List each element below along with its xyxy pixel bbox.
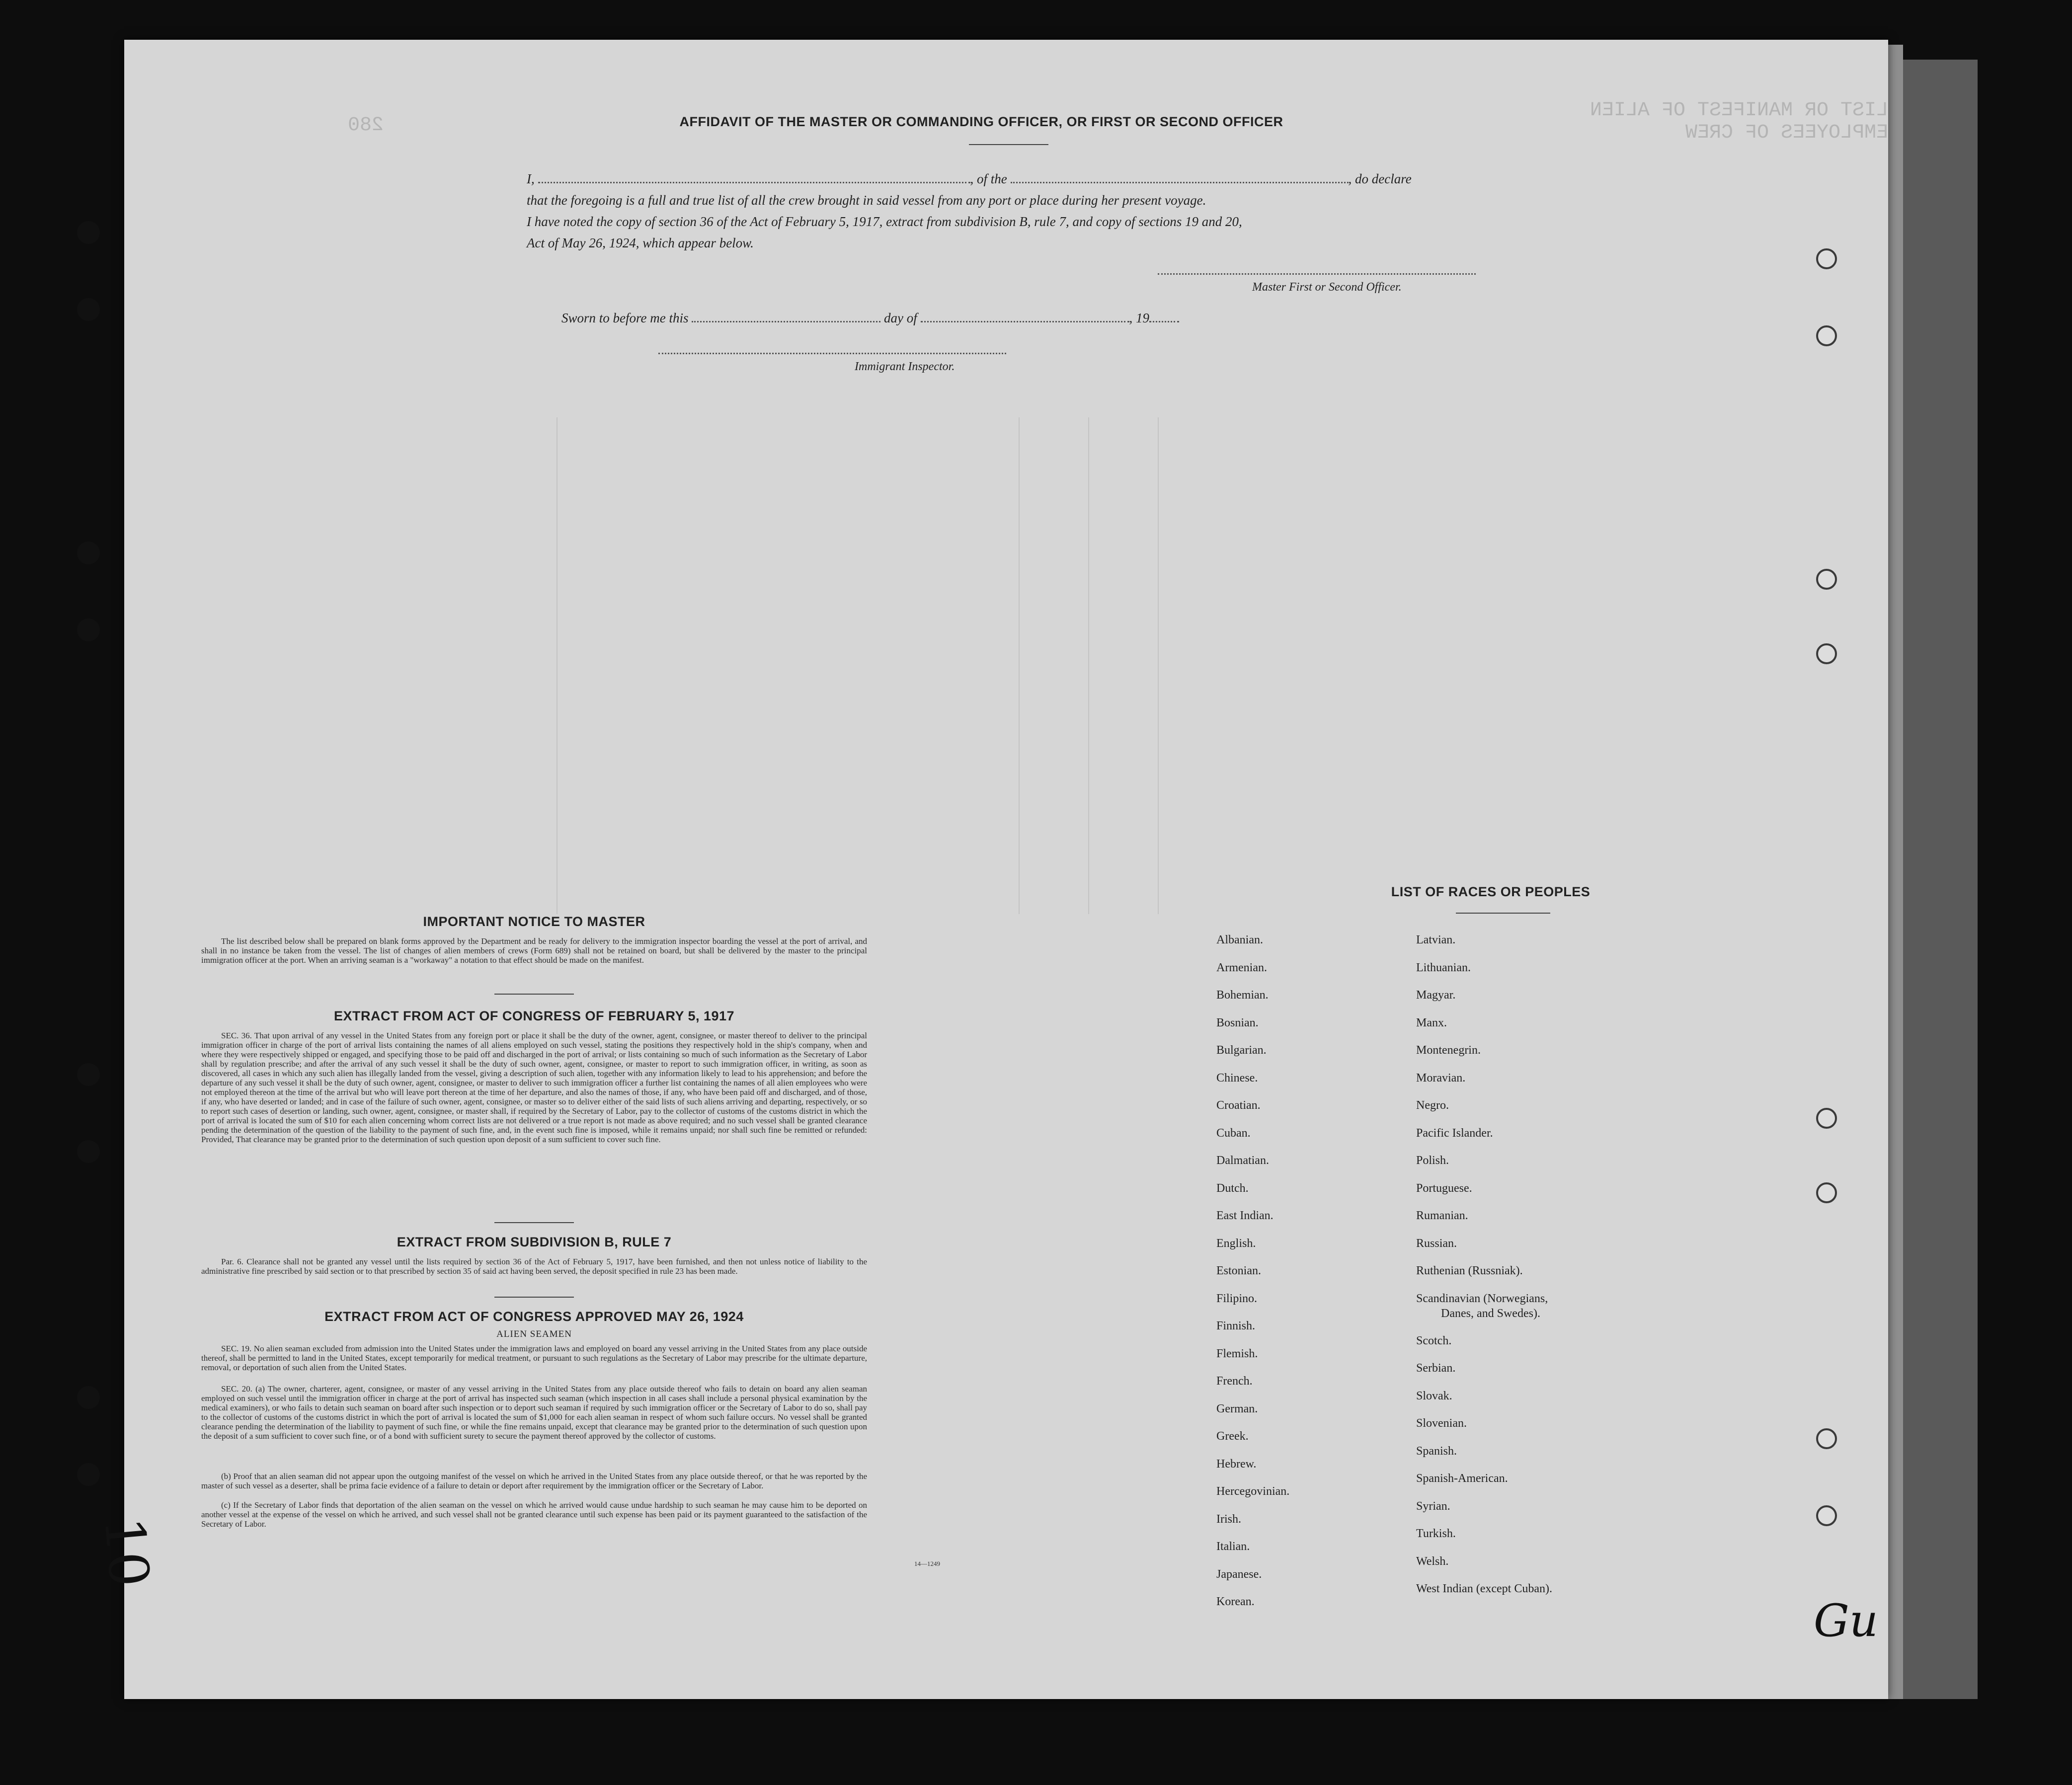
divider <box>494 994 574 995</box>
affidavit-line3: I have noted the copy of section 36 of the Act of February 5, 1917, extract from subdivision B, rule 7, and copy of sections 19 and 20, <box>527 214 1242 229</box>
race-item: Scandinavian (Norwegians, <box>1416 1292 1548 1305</box>
race-item: Slovenian. <box>1416 1417 1467 1430</box>
race-item: Greek. <box>1216 1430 1249 1443</box>
race-item: Manx. <box>1416 1016 1447 1029</box>
race-item: Chinese. <box>1216 1071 1258 1085</box>
vessel-blank <box>1011 173 1349 183</box>
race-item: Polish. <box>1416 1154 1449 1167</box>
affidavit-line4: Act of May 26, 1924, which appear below. <box>527 235 754 250</box>
races-column-1 <box>1216 927 1405 1616</box>
sworn-month-blank <box>921 312 1129 322</box>
race-item: Dalmatian. <box>1216 1154 1269 1167</box>
alien-seamen-subtitle: ALIEN SEAMEN <box>496 1329 572 1339</box>
race-item: East Indian. <box>1216 1209 1274 1222</box>
notice-title: IMPORTANT NOTICE TO MASTER <box>423 914 645 929</box>
affidavit-of-the: , of the <box>970 171 1007 186</box>
race-item: Russian. <box>1416 1237 1457 1250</box>
handwritten-page-number: 10 <box>92 1514 161 1590</box>
race-item: Rumanian. <box>1416 1209 1468 1222</box>
bleed-column-line <box>1158 417 1159 914</box>
sec20b-body: (b) Proof that an alien seaman did not appear upon the outgoing manifest of the vessel on which he arrived in the United States from any place outside thereof, or that he was reported by the master of such vessel as a deserter, shall be prima facie evidence of a failure to detain or deport after requirement by the immigration officer or the Secretary of Labor. <box>201 1472 867 1490</box>
divider <box>494 1297 574 1298</box>
race-item: Croatian. <box>1216 1099 1261 1112</box>
race-item: Lithuanian. <box>1416 961 1471 974</box>
inspector-signature-line <box>658 353 1006 354</box>
divider <box>1456 913 1550 914</box>
page-hole <box>1816 325 1837 346</box>
bleed-column-line <box>1019 417 1020 914</box>
binder-hole <box>77 221 100 244</box>
bleed-column-line <box>1088 417 1089 914</box>
master-signature-line <box>1158 273 1476 275</box>
binder-hole <box>77 1063 100 1086</box>
binder-hole <box>77 542 100 564</box>
race-item: Serbian. <box>1416 1362 1456 1375</box>
name-blank <box>538 173 970 183</box>
race-item: Hercegovinian. <box>1216 1485 1290 1498</box>
race-item: Negro. <box>1416 1099 1449 1112</box>
race-item: Estonian. <box>1216 1264 1261 1277</box>
race-item: Albanian. <box>1216 933 1263 946</box>
bleed-column-line <box>557 417 558 914</box>
affidavit-title: AFFIDAVIT OF THE MASTER OR COMMANDING OFFICER, OR FIRST OR SECOND OFFICER <box>679 114 1283 129</box>
sworn-line <box>561 310 1179 326</box>
race-item: Bulgarian. <box>1216 1044 1267 1057</box>
page-hole <box>1816 643 1837 664</box>
race-item: Slovak. <box>1416 1389 1452 1402</box>
race-item: Flemish. <box>1216 1347 1258 1360</box>
binder-hole <box>77 1140 100 1163</box>
race-item: Irish. <box>1216 1512 1241 1526</box>
extract-1917-body: SEC. 36. That upon arrival of any vessel in the United States from any foreign port or place it shall be the duty of the owner, agent, consignee, or master thereof to deliver to the principal immigration officer in charge of the port of arrival lists containing the names of all aliens employed on such vessel, stating the positions they respectively hold in the ship's company, when and where they were respectively shipped or engaged, and specifying those to be paid off and discharged in the port of arrival; or lists containing so much of such information as the Secretary of Labor shall by regulation prescribe; and after the arrival of any such vessel it shall be the duty of such owner, agent, consignee, or master to report to such immigration officer, in writing, as soon as discovered, all cases in which any such alien has illegally landed from the vessel, giving a description of such alien, together with any information likely to lead to his apprehension; and before the departure of any such vessel it shall be the duty of such owner, agent, consignee, or master to deliver to such immigration officer a further list containing the names of all alien employees who were not employed thereon at the time of the arrival but who will leave port thereon at the time of her departure, and also the names of those, if any, who have been paid off and discharged, and of those, if any, who have deserted or landed; and in case of the failure of such owner, agent, consignee, or master so to deliver either of the said lists of such aliens arriving and departing, respectively, or so to report such cases of desertion or landing, such owner, agent, consignee, or master shall, if required by the Secretary of Labor, pay to the collector of customs of the customs district in which the port of arrival is located the sum of $10 for each alien concerning whom correct lists are not delivered or a true report is not made as above required; and no such vessel shall be granted clearance pending the determination of the question of the liability to the payment of such fine, and, in the event such fine is imposed, while it remains unpaid; nor shall such fine be remitted or refunded: Provided, That clearance may be granted prior to the determination of such question upon deposit of a sum sufficient to cover such fine. <box>201 1031 867 1144</box>
affidavit-line1 <box>527 171 1412 187</box>
race-item: Moravian. <box>1416 1071 1466 1085</box>
affidavit-declare: , do declare <box>1348 171 1412 186</box>
race-item: Italian. <box>1216 1540 1250 1553</box>
race-item: Japanese. <box>1216 1567 1262 1581</box>
race-item: Spanish. <box>1416 1444 1457 1458</box>
race-item: Ruthenian (Russniak). <box>1416 1264 1523 1277</box>
race-item: Pacific Islander. <box>1416 1126 1493 1140</box>
race-item: Armenian. <box>1216 961 1267 974</box>
races-column-2 <box>1416 927 1714 1603</box>
sworn-day-blank <box>692 312 880 322</box>
race-item: Bohemian. <box>1216 989 1269 1002</box>
master-signature-label: Master First or Second Officer. <box>1252 281 1402 294</box>
page-hole <box>1816 1505 1837 1526</box>
race-item: Turkish. <box>1416 1527 1456 1540</box>
races-title: LIST OF RACES OR PEOPLES <box>1391 884 1591 899</box>
sworn-prefix: Sworn to before me this <box>561 310 689 325</box>
document-page <box>124 40 1888 1699</box>
extract-1917-title: EXTRACT FROM ACT OF CONGRESS OF FEBRUARY 5, 1917 <box>333 1009 735 1023</box>
form-number: 14—1249 <box>914 1560 940 1567</box>
page-hole <box>1816 1428 1837 1449</box>
race-item: Dutch. <box>1216 1181 1249 1195</box>
race-item: Danes, and Swedes). <box>1441 1307 1540 1320</box>
race-item: Welsh. <box>1416 1554 1449 1568</box>
sec20c-body: (c) If the Secretary of Labor finds that deportation of the alien seaman on the vessel on which he arrived would cause undue hardship to such seaman he may cause him to be deported on another vessel at the expense of the vessel on which he arrived, and such vessel shall not be granted clearance until such expense has been paid or its payment guaranteed to the satisfaction of the Secretary of Labor. <box>201 1500 867 1529</box>
bleed-through-number: 280 <box>348 114 384 137</box>
binder-hole <box>77 298 100 321</box>
binder-hole <box>77 1386 100 1409</box>
race-item: West Indian (except Cuban). <box>1416 1582 1552 1595</box>
race-item: Cuban. <box>1216 1126 1251 1140</box>
handwritten-initials: Gu <box>1814 1595 1878 1647</box>
race-item: Finnish. <box>1216 1319 1256 1332</box>
notice-body: The list described below shall be prepared on blank forms approved by the Department and be ready for delivery to the immigration inspector boarding the vessel at the port of arrival, and shall in no instance be taken from the vessel. The list of changes of alien members of crews (Form 689) shall not be retained on board, but shall be delivered by the master to the principal immigration officer at the port. When an arriving seaman is a "workaway" a notation to that effect should be made on the manifest. <box>201 936 867 965</box>
race-item: Korean. <box>1216 1595 1255 1608</box>
affidavit-line2: that the foregoing is a full and true list of all the crew brought in said vessel from any port or place during her present voyage. <box>527 193 1206 208</box>
affidavit-i: I, <box>527 171 535 186</box>
sec19-body: SEC. 19. No alien seaman excluded from admission into the United States under the immigration laws and employed on board any vessel arriving in the United States from any place outside thereof, shall be permitted to land in the United States, except temporarily for medical treatment, or pursuant to such regulations as the Secretary of Labor may prescribe for the ultimate departure, removal, or deportation of such alien from the United States. <box>201 1344 867 1372</box>
rule7-title: EXTRACT FROM SUBDIVISION B, RULE 7 <box>397 1235 672 1249</box>
sec20a-body: SEC. 20. (a) The owner, charterer, agent, consignee, or master of any vessel arriving in the United States from any place outside thereof who fails to detain on board any alien seaman employed on such vessel until the immigration officer in charge at the port of arrival has inspected such seaman (which inspection in all cases shall include a personal physical examination by the medical examiners), or who fails to detain such seaman on board after such inspection or to deport such seaman if required by such immigration officer or the Secretary of Labor to do so, shall pay to the collector of customs of the customs district in which the port of arrival is located the sum of $1,000 for each alien seaman in respect of whom such failure occurs. No vessel shall be granted clearance pending the determination of the liability to payment of such fine, or while the fine remains unpaid, except that clearance may be granted prior to the determination of such question upon the deposit of a sum sufficient to cover such fine, or of a bond with sufficient surety to secure the payment thereof approved by the collector of customs. <box>201 1384 867 1441</box>
inspector-label: Immigrant Inspector. <box>855 360 955 373</box>
race-item: Filipino. <box>1216 1292 1258 1305</box>
page-hole <box>1816 1108 1837 1129</box>
race-item: English. <box>1216 1237 1256 1250</box>
binder-hole <box>77 619 100 641</box>
race-item: Latvian. <box>1416 933 1456 946</box>
race-item: German. <box>1216 1402 1258 1415</box>
divider <box>969 144 1048 145</box>
race-item: Hebrew. <box>1216 1457 1257 1471</box>
race-item: Montenegrin. <box>1416 1044 1481 1057</box>
race-item: French. <box>1216 1375 1253 1388</box>
race-item: Scotch. <box>1416 1334 1452 1347</box>
page-hole <box>1816 569 1837 590</box>
sworn-year: , 19 <box>1129 310 1149 325</box>
race-item: Magyar. <box>1416 989 1456 1002</box>
race-item: Syrian. <box>1416 1499 1450 1513</box>
page-hole <box>1816 248 1837 269</box>
extract-1924-title: EXTRACT FROM ACT OF CONGRESS APPROVED MAY 26, 1924 <box>324 1309 744 1324</box>
race-item: Bosnian. <box>1216 1016 1259 1029</box>
rule7-body: Par. 6. Clearance shall not be granted any vessel until the lists required by section 36 of the Act of February 5, 1917, have been furnished, and then not unless notice of liability to the administrative fine prescribed by said section or to that prescribed by section 35 of said act having been served, the deposit specified in rule 23 has been made. <box>201 1257 867 1276</box>
bleed-through-header: LIST OR MANIFEST OF ALIEN EMPLOYEES OF CREW <box>1590 99 1888 144</box>
page-hole <box>1816 1182 1837 1203</box>
race-item: Spanish-American. <box>1416 1472 1508 1485</box>
race-item: Portuguese. <box>1416 1181 1472 1195</box>
sworn-year-blank <box>1149 312 1179 322</box>
divider <box>494 1222 574 1223</box>
binder-hole <box>77 1463 100 1486</box>
sworn-day-of: day of <box>884 310 917 325</box>
